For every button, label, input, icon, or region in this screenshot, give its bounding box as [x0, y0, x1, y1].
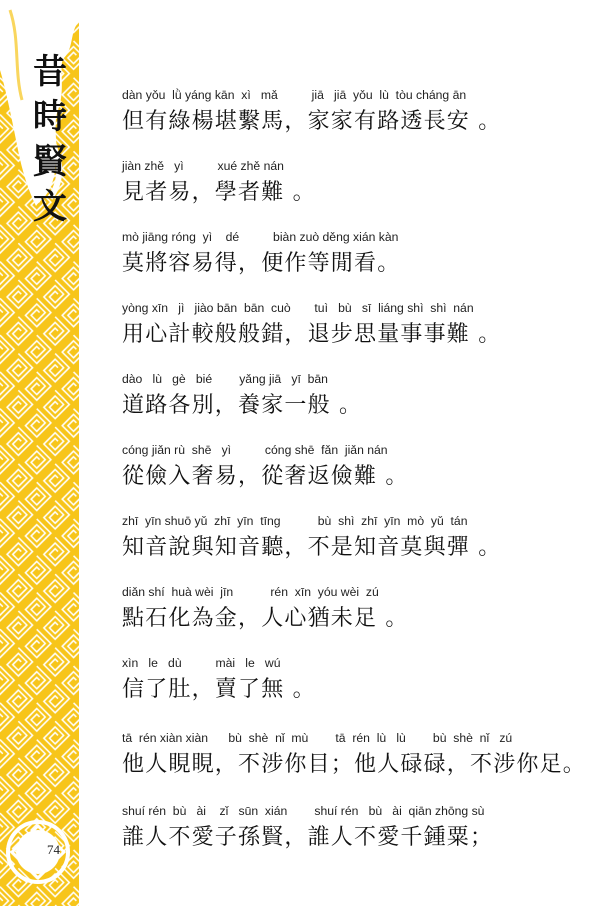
verse-pinyin: dàn yǒu lǜ yáng kān xì mǎ jiā jiā yǒu lù tòu cháng ān	[122, 88, 467, 102]
verse-text: 從儉入奢易，從奢返儉難 。	[122, 464, 409, 489]
verse-text: 用心計較般般錯，退步思量事事難 。	[122, 322, 502, 347]
verse-text: 他人睍睍，不涉你目；他人碌碌，不涉你足。	[122, 752, 587, 777]
verse-text: 誰人不愛子孫賢，誰人不愛千鍾粟；	[122, 825, 494, 850]
verse-pinyin: mò jiāng róng yì dé biàn zuò děng xián kàn	[122, 230, 399, 244]
verse-pinyin: dào lù gè bié yǎng jiā yī bān	[122, 372, 328, 386]
verse-pinyin: yòng xīn jì jiào bān bān cuò tuì bù sī liáng shì shì nán	[122, 301, 474, 315]
title-char: 文	[33, 187, 67, 227]
verse-pinyin: shuí rén bù ài zǐ sūn xián shuí rén bù ài qiān zhōng sù	[122, 804, 485, 818]
verse-text: 道路各別，養家一般 。	[122, 393, 363, 418]
verse-text: 但有綠楊堪繫馬，家家有路透長安 。	[122, 109, 502, 134]
title-char: 賢	[33, 142, 67, 182]
verse-pinyin: xìn le dù mài le wú	[122, 656, 281, 670]
verse-text: 點石化為金，人心猶未足 。	[122, 606, 409, 631]
verse-text: 知音說與知音聽，不是知音莫與彈 。	[122, 535, 502, 560]
book-title	[26, 50, 74, 230]
verse-text: 信了肚，賣了無 。	[122, 677, 316, 702]
verse-pinyin: jiàn zhě yì xué zhě nán	[122, 159, 284, 173]
verse-pinyin: zhī yīn shuō yǔ zhī yīn tīng bù shì zhī yīn mò yǔ tán	[122, 514, 468, 528]
page-number: 74	[47, 842, 60, 857]
verse-text: 見者易，學者難 。	[122, 180, 316, 205]
verse-pinyin: tā rén xiàn xiàn bù shè nǐ mù tā rén lù lù bù shè nǐ zú	[122, 731, 513, 745]
verse-pinyin: diǎn shí huà wèi jīn rén xīn yóu wèi zú	[122, 585, 379, 599]
title-char: 昔	[33, 52, 67, 92]
verse-pinyin: cóng jiǎn rù shē yì cóng shē fǎn jiǎn nán	[122, 443, 388, 457]
title-char: 時	[33, 97, 67, 137]
verse-text: 莫將容易得，便作等閒看。	[122, 251, 401, 276]
